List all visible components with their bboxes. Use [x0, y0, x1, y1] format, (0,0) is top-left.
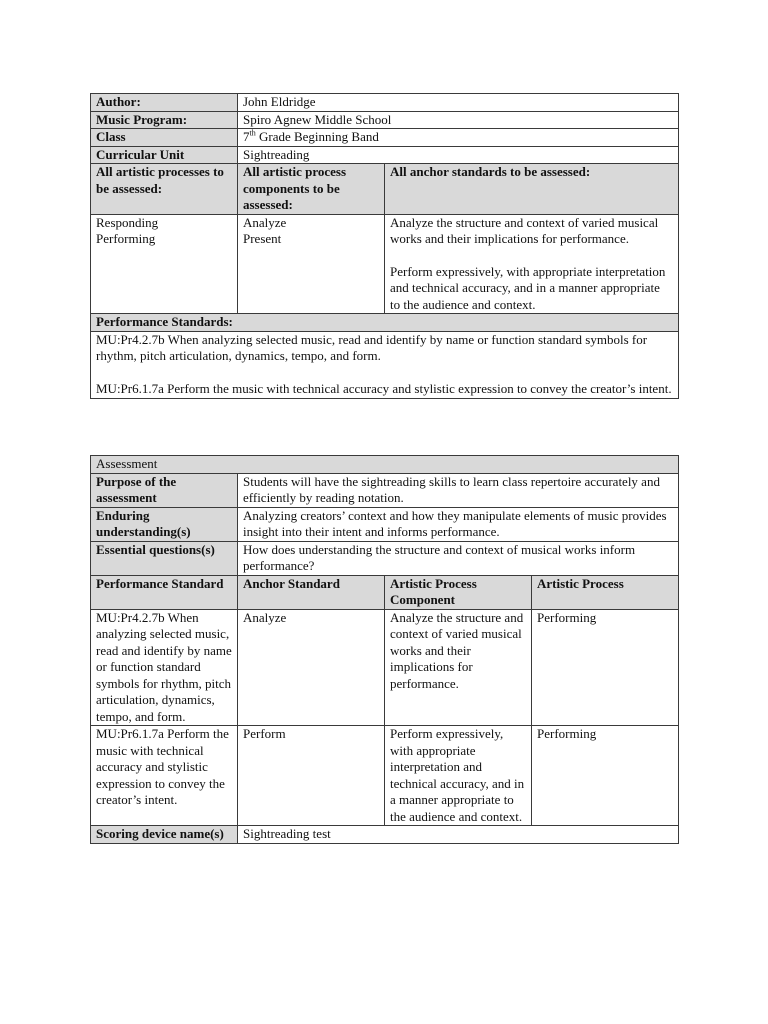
perf-standards-label: Performance Standards: [91, 314, 679, 332]
anchors-header: All anchor standards to be assessed: [385, 164, 679, 215]
anchor-item: Perform expressively, with appropriate interpretation and technical accuracy, and in a manner appropriate to the audience and context. [390, 263, 666, 312]
standards-header-row [91, 575, 679, 609]
class-grade-suffix: th [249, 128, 256, 138]
perf-standards-label-row [91, 314, 679, 332]
class-label: Class [91, 129, 238, 147]
columns-header-row [91, 164, 679, 215]
table-row [91, 609, 679, 726]
unit-label: Curricular Unit [91, 146, 238, 164]
unit-info-table [90, 93, 679, 399]
class-name: Grade Beginning Band [255, 129, 379, 144]
perf-standard-item: MU:Pr4.2.7b When analyzing selected music, read and identify by name or function standard symbols for rhythm, pitch articulation, dynamics, tempo, and form. [96, 331, 648, 363]
assessment-table [90, 455, 679, 844]
perf-standard-item: MU:Pr6.1.7a Perform the music with technical accuracy and stylistic expression to convey the creator’s intent. [96, 380, 672, 396]
essential-label: Essential questions(s) [91, 541, 238, 575]
artistic-process-cell: Performing [532, 726, 679, 826]
performance-standard-header: Performance Standard [91, 575, 238, 609]
process-component-header: Artistic Process Component [385, 575, 532, 609]
anchor-standard-header: Anchor Standard [238, 575, 385, 609]
components-header: All artistic process components to be assessed: [238, 164, 385, 215]
process-item: Performing [96, 231, 156, 246]
author-label: Author: [91, 94, 238, 112]
author-value: John Eldridge [238, 94, 679, 112]
scoring-value: Sightreading test [238, 826, 679, 844]
scoring-label: Scoring device name(s) [91, 826, 238, 844]
process-component-cell: Perform expressively, with appropriate interpretation and technical accuracy, and in a manner appropriate to the audience and context. [385, 726, 532, 826]
processes-header: All artistic processes to be assessed: [91, 164, 238, 215]
anchor-standard-cell: Analyze [238, 609, 385, 726]
performance-standard-cell: MU:Pr6.1.7a Perform the music with technical accuracy and stylistic expression to convey the creator’s intent. [91, 726, 238, 826]
component-item: Analyze [243, 214, 287, 230]
process-component-cell: Analyze the structure and context of varied musical works and their implications for performance. [385, 609, 532, 726]
scoring-row [91, 826, 679, 844]
process-item: Responding [96, 214, 159, 230]
anchors-cell [385, 214, 679, 314]
components-cell [238, 214, 385, 314]
perf-standards-cell [91, 331, 679, 399]
class-row [91, 129, 679, 147]
program-label: Music Program: [91, 111, 238, 129]
purpose-label: Purpose of the assessment [91, 473, 238, 507]
enduring-value: Analyzing creators’ context and how they manipulate elements of music provides insight into their intent and informs performance. [238, 507, 679, 541]
artistic-process-header: Artistic Process [532, 575, 679, 609]
program-row [91, 111, 679, 129]
artistic-process-cell: Performing [532, 609, 679, 726]
anchor-standard-cell: Perform [238, 726, 385, 826]
table-row [91, 726, 679, 826]
unit-value: Sightreading [238, 146, 679, 164]
processes-cell [91, 214, 238, 314]
enduring-label: Enduring understanding(s) [91, 507, 238, 541]
perf-standards-row [91, 331, 679, 399]
essential-row [91, 541, 679, 575]
processes-row [91, 214, 679, 314]
class-value [238, 129, 679, 147]
anchor-item: Analyze the structure and context of varied musical works and their implications for performance. [390, 214, 659, 246]
program-value: Spiro Agnew Middle School [238, 111, 679, 129]
purpose-value: Students will have the sightreading skills to learn class repertoire accurately and efficiently by reading notation. [238, 473, 679, 507]
component-item: Present [243, 231, 282, 246]
assessment-title-row [91, 456, 679, 474]
performance-standard-cell: MU:Pr4.2.7b When analyzing selected music, read and identify by name or function standard symbols for rhythm, pitch articulation, dynamics, tempo, and form. [91, 609, 238, 726]
essential-value: How does understanding the structure and context of musical works inform performance? [238, 541, 679, 575]
unit-row [91, 146, 679, 164]
class-grade: 7 [243, 129, 250, 144]
purpose-row [91, 473, 679, 507]
assessment-title: Assessment [91, 456, 679, 474]
author-row [91, 94, 679, 112]
enduring-row [91, 507, 679, 541]
